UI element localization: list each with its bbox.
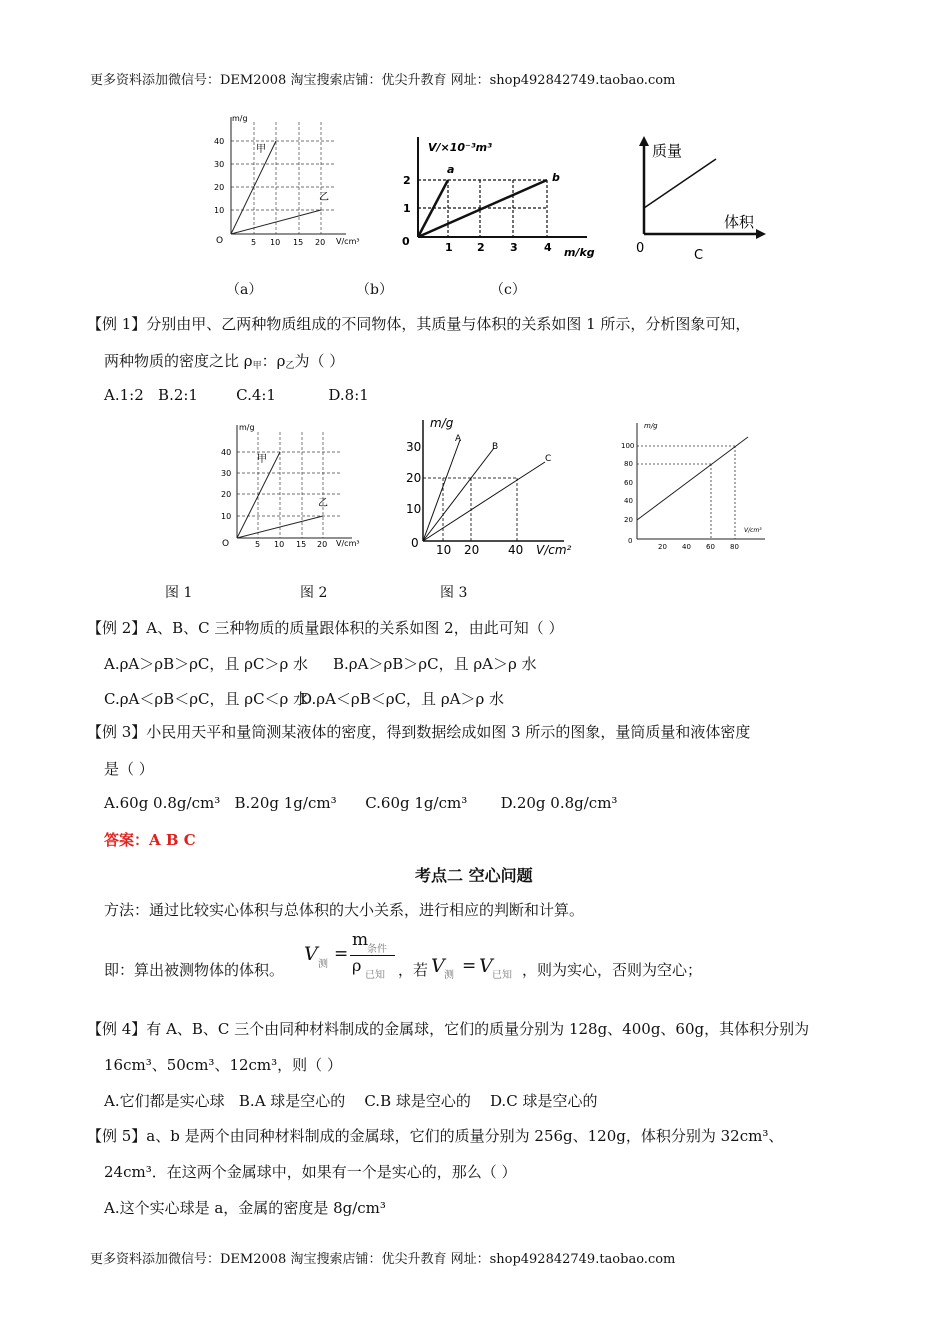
f1-xlabel: V/cm³ (336, 539, 360, 548)
b-label-a: a (447, 163, 455, 176)
ex3-question-line2: 是（ ） (104, 760, 154, 778)
a-ytick: 30 (214, 160, 225, 169)
figure-a (206, 112, 366, 252)
formula-denominator: ρ (352, 956, 362, 975)
formula-denominator-sub: 已知 (365, 970, 385, 981)
ex3-question-line1: 【例 3】小民用天平和量筒测某液体的密度，得到数据绘成如图 3 所示的图象，量筒质量和液体密度 (87, 723, 751, 741)
ex2-option-d: D.ρA＜ρB＜ρC，且 ρA＞ρ 水 (300, 690, 505, 708)
formula-v: V (304, 943, 318, 965)
f2-ytick: 10 (406, 502, 422, 516)
caption-c: （c） (490, 282, 526, 298)
a-label-yi: 乙 (319, 192, 329, 203)
f1-label-yi: 乙 (318, 498, 328, 509)
b-xlabel: m/kg (564, 246, 595, 259)
ex5-option-a: A.这个实心球是 a，金属的密度是 8g/cm³ (104, 1199, 386, 1217)
f1-xtick: 20 (317, 540, 328, 549)
ex3-options: A.60g 0.8g/cm³ B.20g 1g/cm³ C.60g 1g/cm³ D.20g 0.8g/cm³ (104, 794, 618, 812)
b-xtick: 2 (477, 241, 485, 254)
formula-v3-sub: 已知 (492, 970, 512, 981)
b-ytick: 1 (403, 202, 411, 215)
f1-ytick: 20 (221, 490, 232, 499)
f3-ytick: 20 (624, 516, 633, 524)
a-ytick: 10 (214, 206, 225, 215)
f2-ytick: 30 (406, 440, 422, 454)
f2-xlabel: V/cm² (536, 543, 572, 557)
f2-xtick: 20 (464, 543, 480, 557)
page-header: 更多资料添加微信号：DEM2008 淘宝搜索店铺：优尖升教育 网址：shop492842749.taobao.com (90, 73, 676, 88)
ex2-option-b: B.ρA＞ρB＞ρC，且 ρA＞ρ 水 (333, 655, 537, 673)
b-origin: 0 (402, 235, 410, 248)
a-xlabel: V/cm³ (336, 237, 360, 246)
formula-equals2: = (462, 956, 477, 976)
section-title: 考点二 空心问题 (415, 866, 533, 885)
ex2-option-a: A.ρA＞ρB＞ρC，且 ρC＞ρ 水 (104, 655, 309, 673)
caption-b: （b） (356, 282, 393, 298)
ex1-question-line2: 两种物质的密度之比 $\rho_甲$：$\rho_乙$为（ ） (104, 352, 345, 371)
formula-if: ，若 (398, 961, 429, 979)
f1-origin: O (222, 539, 230, 549)
f2-label-C: C (545, 454, 552, 464)
ex1-options: A.1:2 B.2:1 C.4:1 D.8:1 (104, 386, 369, 404)
ex4-options: A.它们都是实心球 B.A 球是空心的 C.B 球是空心的 D.C 球是空心的 (104, 1092, 598, 1110)
f3-xtick: 40 (682, 543, 691, 551)
figure-3 (620, 418, 770, 553)
f2-label-B: B (492, 442, 499, 452)
figure-b (392, 132, 607, 264)
b-xtick: 1 (445, 241, 453, 254)
a-xtick: 15 (293, 238, 304, 247)
formula-v3: V (479, 955, 493, 977)
formula-numerator-sub: 条件 (367, 944, 387, 955)
b-label-b: b (552, 171, 560, 184)
figure-c (624, 132, 774, 267)
caption-a: （a） (226, 282, 263, 298)
formula-v2: V (431, 955, 445, 977)
ex2-question: 【例 2】A、B、C 三种物质的质量跟体积的关系如图 2，由此可知（ ） (87, 619, 564, 637)
fig3-caption: 图 3 (440, 585, 468, 601)
formula-equals: = (334, 944, 349, 964)
f3-origin: 0 (628, 537, 633, 545)
a-ytick: 40 (214, 137, 225, 146)
c-xlabel: 体积 (724, 213, 755, 231)
f3-ytick: 80 (624, 460, 633, 468)
f3-xtick: 60 (706, 543, 715, 551)
f1-ytick: 40 (221, 448, 232, 457)
b-xtick: 4 (544, 241, 552, 254)
formula-numerator: m (352, 930, 369, 950)
f1-label-jia: 甲 (257, 454, 267, 465)
ex4-question-line2: 16cm³、50cm³、12cm³，则（ ） (104, 1056, 342, 1074)
a-xtick: 20 (315, 238, 326, 247)
f2-origin: 0 (411, 536, 419, 550)
a-xtick: 5 (251, 238, 257, 247)
f3-xtick: 20 (658, 543, 667, 551)
fig1-caption: 图 1 (165, 585, 193, 601)
formula-prefix: 即：算出被测物体的体积。 (104, 961, 285, 979)
ex4-question-line1: 【例 4】有 A、B、C 三个由同种材料制成的金属球，它们的质量分别为 128g、400g、60g，其体积分别为 (87, 1020, 810, 1038)
ex2-option-c: C.ρA＜ρB＜ρC，且 ρC＜ρ 水 (104, 690, 309, 708)
fig2-caption: 图 2 (300, 585, 328, 601)
b-ylabel: V/×10⁻³m³ (428, 141, 492, 154)
c-origin: 0 (636, 241, 645, 256)
f2-label-A: A (455, 434, 462, 444)
f3-ytick: 60 (624, 479, 633, 487)
a-ytick: 20 (214, 183, 225, 192)
formula-v2-sub: 测 (444, 970, 454, 981)
answer-text: 答案：A B C (104, 831, 196, 849)
ex5-question-line2: 24cm³．在这两个金属球中，如果有一个是实心的，那么（ ） (104, 1163, 517, 1181)
b-xtick: 3 (510, 241, 518, 254)
page-footer: 更多资料添加微信号：DEM2008 淘宝搜索店铺：优尖升教育 网址：shop492842749.taobao.com (90, 1252, 676, 1267)
formula-v-sub: 测 (318, 959, 328, 970)
a-xtick: 10 (270, 238, 281, 247)
ex1-question-line1: 【例 1】分别由甲、乙两种物质组成的不同物体，其质量与体积的关系如图 1 所示，分析图象可知， (87, 315, 751, 333)
f3-ylabel: m/g (644, 422, 658, 430)
figure-2 (404, 412, 584, 560)
c-letter: C (694, 248, 704, 263)
f1-xtick: 10 (274, 540, 285, 549)
b-ytick: 2 (403, 174, 411, 187)
f1-ytick: 10 (221, 512, 232, 521)
f3-ytick: 100 (621, 442, 635, 450)
ex5-question-line1: 【例 5】a、b 是两个由同种材料制成的金属球，它们的质量分别为 256g、120g，体积分别为 32cm³、 (87, 1127, 784, 1145)
f1-xtick: 15 (296, 540, 307, 549)
section-method: 方法：通过比较实心体积与总体积的大小关系，进行相应的判断和计算。 (104, 901, 585, 919)
formula-suffix: ，则为实心，否则为空心； (522, 961, 703, 979)
f2-xtick: 10 (436, 543, 452, 557)
c-ylabel: 质量 (652, 142, 683, 160)
a-label-jia: 甲 (256, 144, 266, 155)
a-origin: O (216, 236, 224, 246)
f2-ylabel: m/g (430, 416, 454, 430)
f3-xlabel: V/cm³ (744, 527, 762, 534)
f1-ylabel: m/g (239, 423, 255, 432)
f3-ytick: 40 (624, 497, 633, 505)
f2-ytick: 20 (406, 471, 422, 485)
a-ylabel: m/g (232, 114, 248, 123)
f1-ytick: 30 (221, 469, 232, 478)
f2-xtick: 40 (508, 543, 524, 557)
figure-1 (212, 420, 372, 555)
f1-xtick: 5 (255, 540, 261, 549)
f3-xtick: 80 (730, 543, 739, 551)
